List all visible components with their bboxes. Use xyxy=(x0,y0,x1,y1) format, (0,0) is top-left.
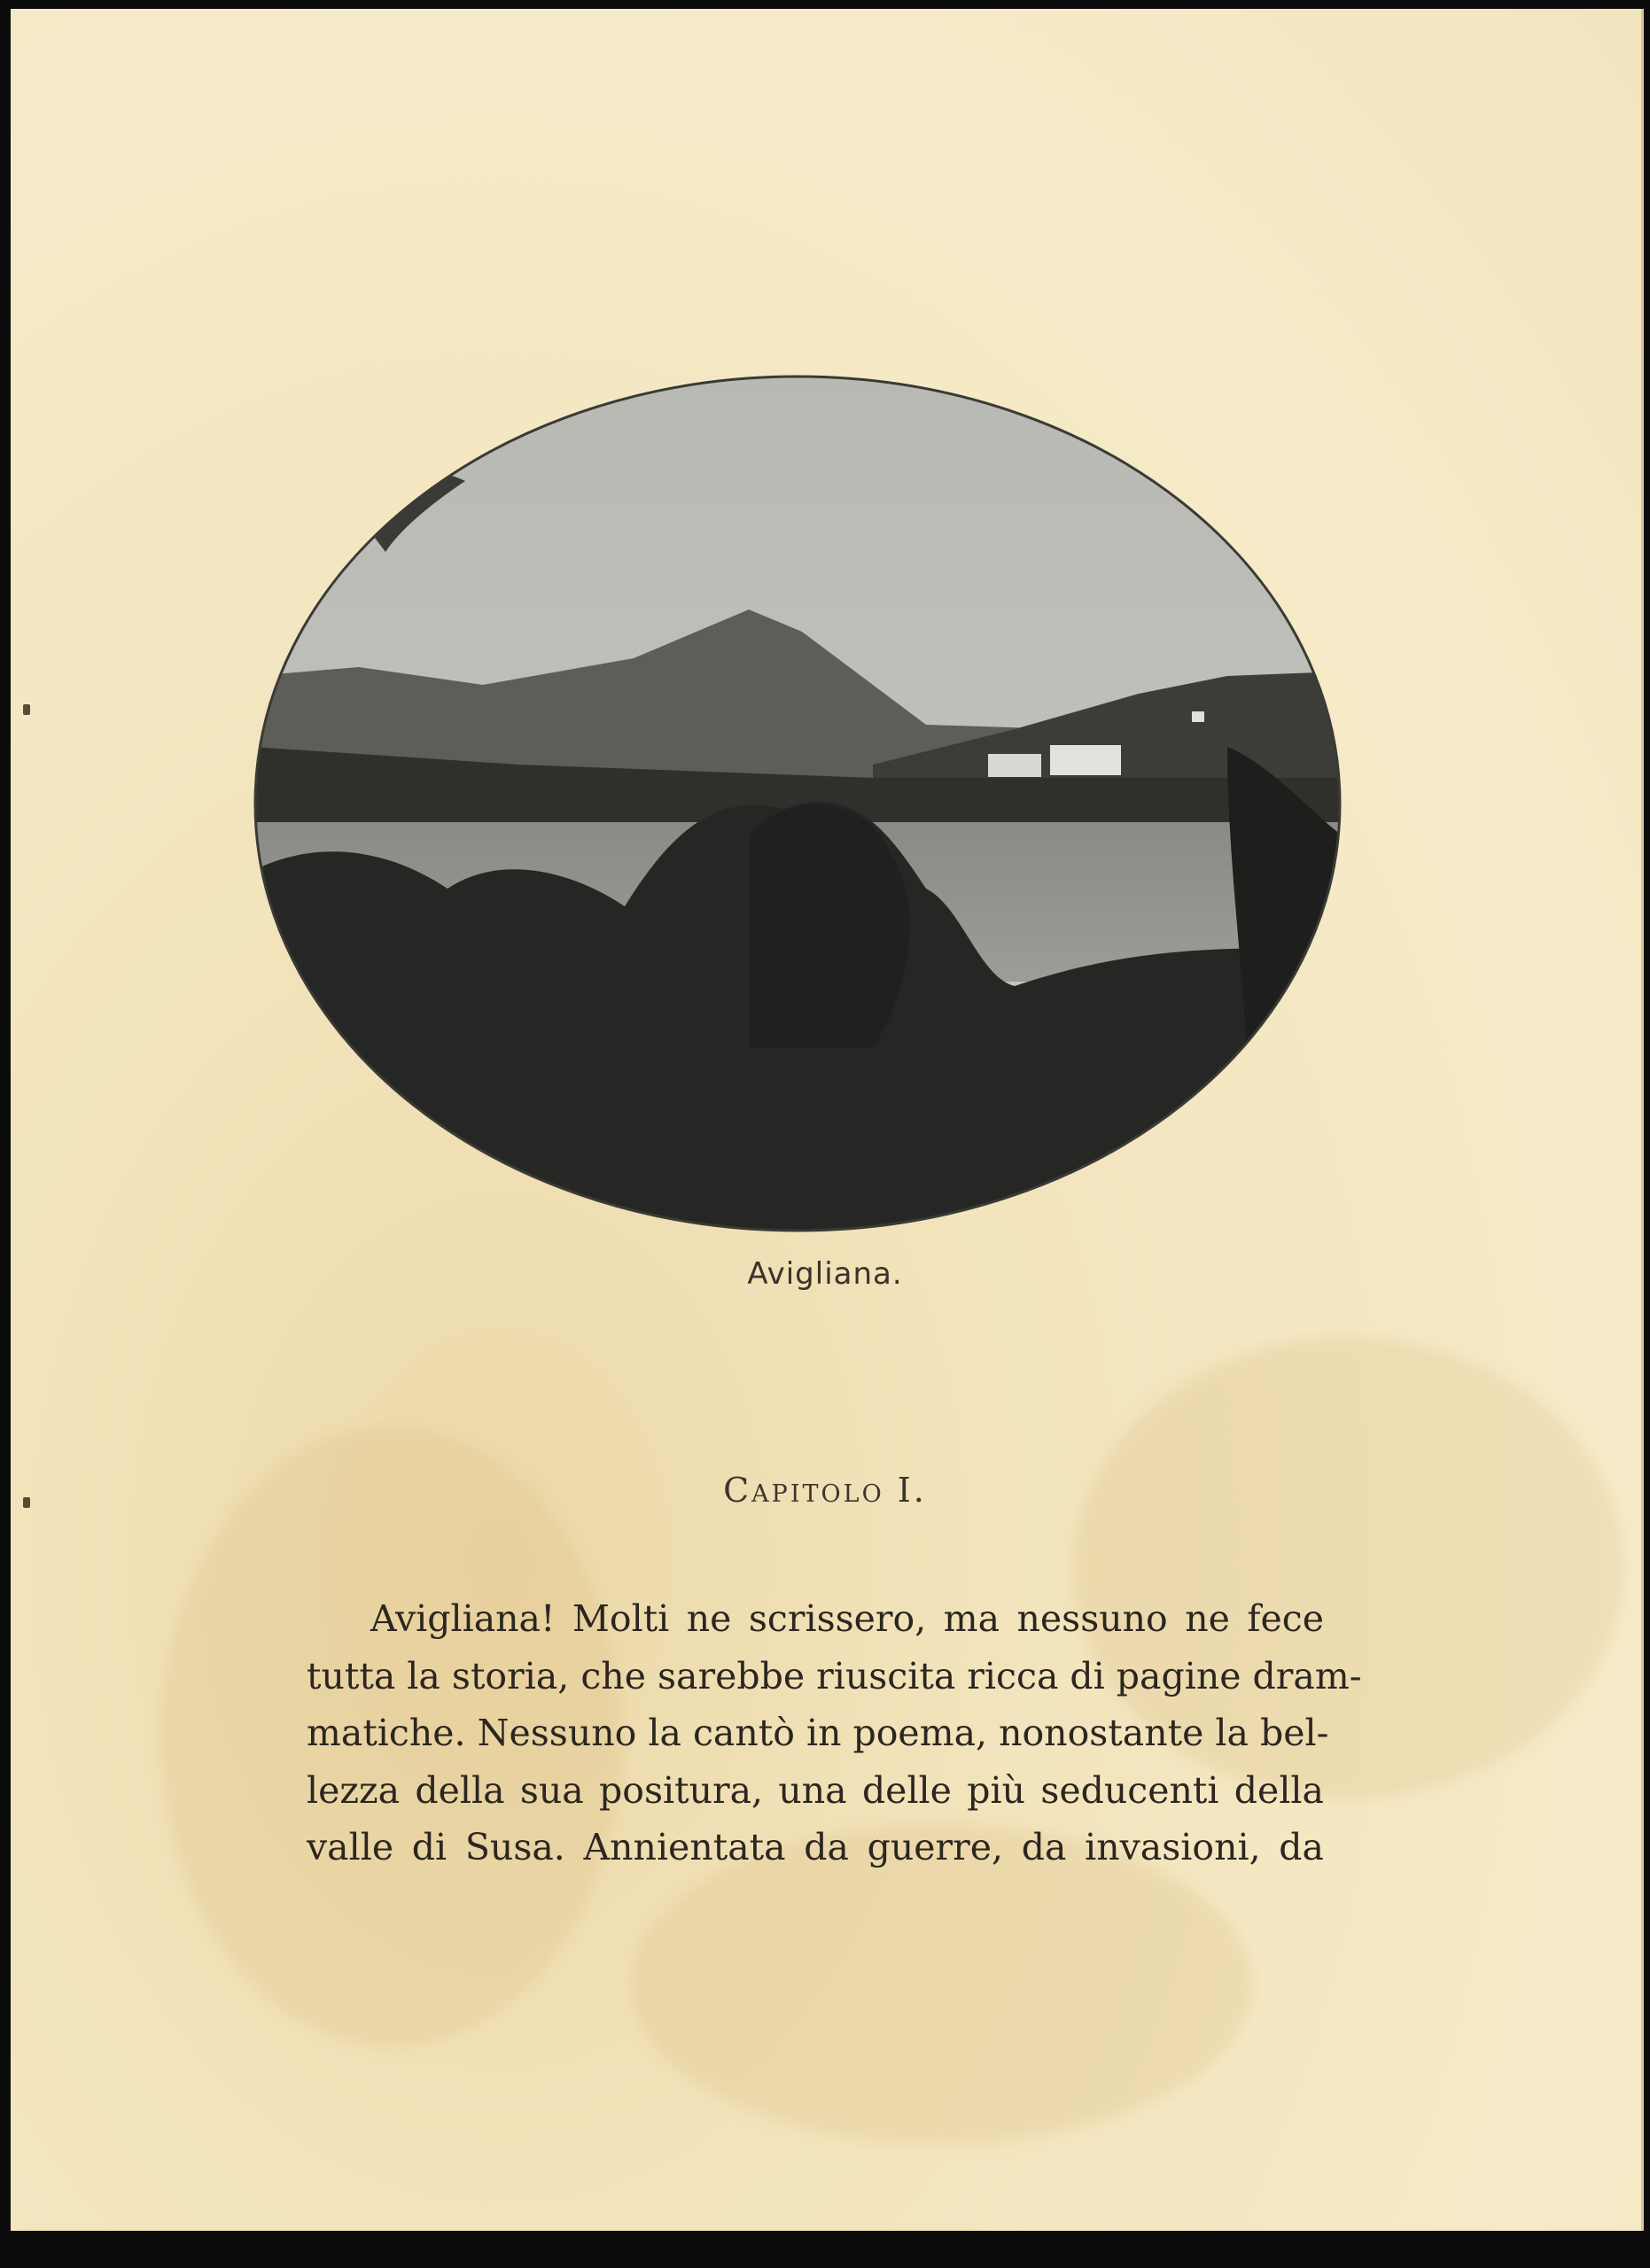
chapter-heading: Capitolo I. xyxy=(723,1471,927,1510)
page-edge-mark xyxy=(23,704,30,715)
body-text xyxy=(307,1590,1362,1876)
landscape-photograph xyxy=(253,375,1343,1232)
photo-building xyxy=(1050,745,1121,775)
text-line: valle di Susa. Annientata da guerre, da invasioni, da xyxy=(307,1826,1324,1868)
text-line: tutta la storia, che sarebbe riuscita ricca di pagine dram- xyxy=(307,1654,1362,1697)
photo-caption: Avigliana. xyxy=(747,1256,903,1292)
photo-building xyxy=(1192,711,1204,722)
text-line: Avigliana! Molti ne scrissero, ma nessuno ne fece xyxy=(370,1597,1324,1640)
photo-building xyxy=(988,754,1041,777)
text-line: lezza della sua positura, una delle più seducenti della xyxy=(307,1768,1324,1812)
text-line: matiche. Nessuno la cantò in poema, nonostante la bel- xyxy=(307,1712,1329,1754)
